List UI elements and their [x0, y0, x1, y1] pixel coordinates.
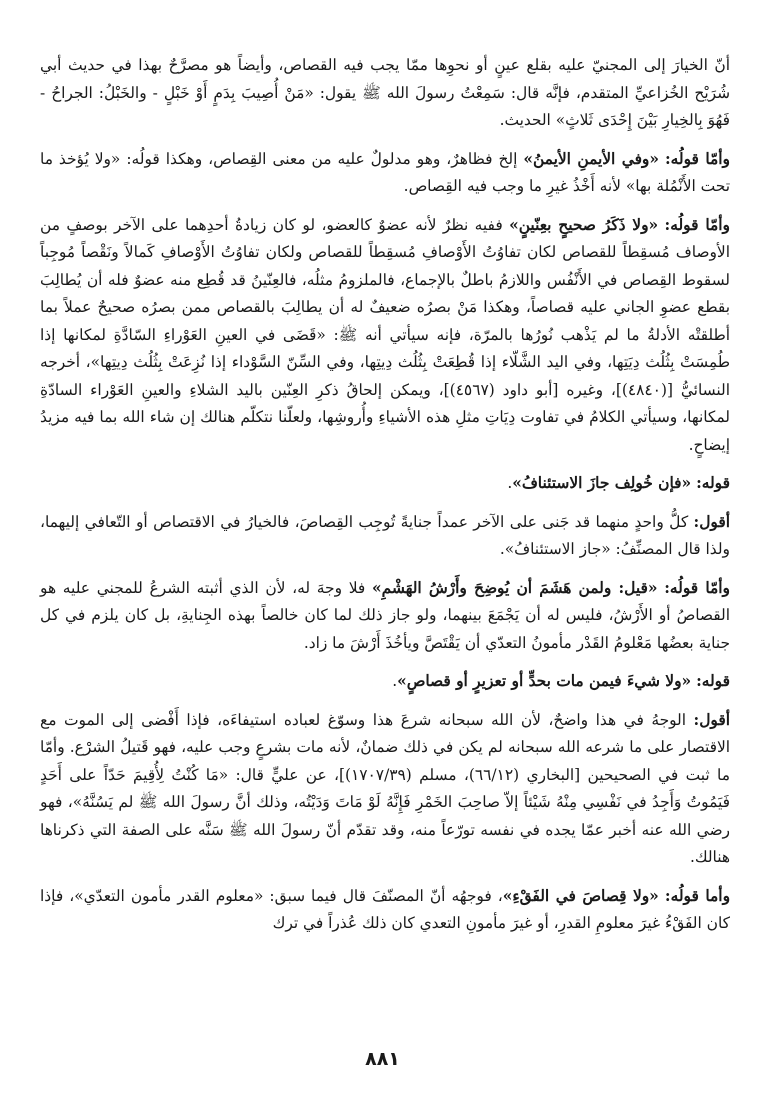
paragraph — [40, 668, 730, 696]
paragraph — [40, 509, 730, 564]
paragraph — [40, 707, 730, 872]
paragraph-lead: أقول: — [693, 710, 730, 729]
paragraph-text: ، فوجهُه أنّ المصنّفَ قال فيما سبق: «معلوم القدر مأمون التعدّي»، فإذا كان الفَقْءُ غيرَ معلومِ القدرِ، أو غيرَ مأمونِ التعدي كان ذلك عُذراً في ترك — [40, 886, 730, 932]
quoted-matn: «وفي الأيمنِ الأيمنُ» — [523, 149, 659, 168]
quoted-matn: «فإن خُولِف جازَ الاستئنافُ» — [512, 474, 692, 492]
paragraph — [40, 575, 730, 658]
paragraph — [40, 883, 730, 938]
paragraph-text: الوجهُ في هذا واضحٌ، لأن الله سبحانه شرعَ هذا وسوّغ لعباده استيفاءَه، فإذا أَفْضى إلى الموت مع الاقتصار على ما شرعه الله سبحانه لم يكن في ذلك ضمانٌ، لأنه مات بشرعٍ وجب عليه، فهو قَتيلُ الشرْع. وأمّا ما ثبت في الصحيحين [البخاري (٦٦/١٢)، مسلم (١٧٠٧/٣٩)]، عن عليٍّ قال: «مَا كُنْتُ لِأُقِيمَ حَدّاً على أَحَدٍ فَيَمُوتُ وَأَجِدُ في نَفْسِي مِنْهُ شَيْئاً إلاّ صاحِبَ الخَمْرِ فَإِنَّهُ لَوْ مَاتَ وَدَيْتُه، وذلك أنَّ رسولَ الله ﷺ لم يَسُنَّهُ»، فهو رضي الله عنه أخبر عمّا يجده في نفسه تورّعاً منه، وقد تقدّم أنّ رسولَ الله ﷺ سَنَّه على الصفة التي ذكرناها هنالك. — [40, 710, 730, 866]
paragraph — [40, 146, 730, 201]
paragraph-lead: وأمّا قولُه: — [664, 215, 730, 234]
paragraph-lead: وأمّا قولُه: — [664, 578, 730, 597]
page-number: ٨٨١ — [365, 1048, 400, 1070]
quoted-matn: «ولا ذَكَرُ صحيحٍ بعِنّينٍ» — [509, 215, 659, 234]
paragraph — [40, 470, 730, 498]
paragraph-text: ففيه نظرٌ لأنه عضوٌ كالعضو، لو كان زيادةُ أحدِهما على الآخر بوصفٍ من الأوصاف مُسقِطاً للقصاص لكان تفاوُتُ الأَوْصافِ مُسقِطاً للقصاص ولكان تفاوُتُ الأَوْصافِ كَمالاً ونَقْصاً مُوجِباً لسقوط القِصاص في الأَنْفُس واللازمُ باطلٌ بالإجماع، فالملزومُ مثلُه، فالعِنّينُ قد قُطِع منه عضوٌ فله أن يُطالِبَ بقطع عضوِ الجاني عليه قصاصاً، وهكذا مَنْ بصرُه ضعيفٌ له أن يطالِبَ بالقصاص ممن بصرُه صحيحٌ عملاً بما أطلقتْه الأدلةُ ما لم يَذْهب نُورُها بالمرّة، فإنه سيأتي أنه ﷺ: «قَضَى في العينِ العَوْراءِ السّادَّةِ لمكانها إذا طُمِسَتْ بِثُلُث دِيَتِها، وفي اليد الشَّلّاء إذا قُطِعَتْ بِثُلُث دِيتِها، وفي السِّنّ السَّوْداء إذا نُزِعَتْ بِثُلُث دِيتِها»، أخرجه النسائيُّ [(٤٨٤٠)]، وغيره [أبو داود (٤٥٦٧)]، ويمكن إلحاقُ ذكرِ العِنّين باليد الشلاءِ والعينِ العَوْراء السادّةِ لمكانها، وسيأتي الكلامُ في تفاوت دِيَاتِ مثلِ هذه الأشياءِ وأُروشِها، ولعلّنا نتكلّم هنالك إن شاء الله بما فيه مزيدُ إيضاحٍ. — [40, 215, 730, 454]
paragraph-text: إلخ فظاهرٌ، وهو مدلولٌ عليه من معنى القِصاص، وهكذا قولُه: «ولا يُؤخذ ما تحت الأَنْمُلة بها» لأنه أَخْذُ غيرِ ما وجب فيه القِصاص. — [40, 149, 730, 195]
paragraph-lead: قوله: — [696, 474, 730, 492]
quoted-matn: «ولا قِصاصَ في الفَقْءِ» — [502, 886, 659, 905]
paragraph-lead: وأمّا قولُه: — [664, 149, 730, 168]
paragraph-lead: قوله: — [696, 672, 730, 690]
quoted-matn: «ولا شيءَ فيمن مات بحدٍّ أو تعزيرٍ أو قصاصٍ» — [397, 672, 692, 690]
quoted-matn: «قيل: ولمن هَشَمَ أن يُوضِحَ وأَرْشُ الهَشْمِ» — [372, 578, 658, 597]
paragraph-text: . — [392, 672, 398, 690]
paragraph-text: أنّ الخيارَ إلى المجنيّ عليه بقلع عينٍ أو نحوِها ممّا يجب فيه القصاص، وأيضاً هو مصرَّحٌ بهذا في حديث أبي شُرَيْح الخُزاعيِّ المتقدم، فإنَّه قال: سَمِعْتُ رسولَ الله ﷺ يقول: «مَنْ أُصِيبَ بِدَمٍ أَوْ خَبْلٍ - والخَبْلُ: الجراحُ - فَهُوَ بِالخِيارِ بَيْنَ إِحْدَى ثَلاثٍ» الحديث. — [40, 56, 730, 129]
paragraph — [40, 212, 730, 460]
paragraph-text: كلُّ واحدٍ منهما قد جَنى على الآخر عمداً جنايةً تُوجِب القِصاصَ، فالخيارُ في الاقتصاص أو التّعافي إليهما، ولذا قال المصنِّفُ: «جاز الاستئنافُ». — [40, 512, 730, 558]
paragraph-text: . — [507, 474, 513, 492]
paragraph — [40, 52, 730, 135]
paragraph-lead: وأما قولُه: — [664, 886, 730, 905]
paragraph-lead: أقول: — [693, 512, 730, 531]
paragraph-text: فلا وجهَ له، لأن الذي أثبته الشرعُ للمجني عليه هو القصاصُ أو الأَرْشُ، فليس له أن يَجْمَعَ بينهما، ولو جاز ذلك لما كان خالصاً بهذه الجِنايةِ، بل كان يلزم في كل جناية بعضُها مَعْلومُ القَدْر مأمونُ التعدّي أن يَقْتَصَّ ويأخُذَ أَرْشَ ما زاد. — [40, 578, 730, 652]
page-text-body — [40, 52, 730, 949]
